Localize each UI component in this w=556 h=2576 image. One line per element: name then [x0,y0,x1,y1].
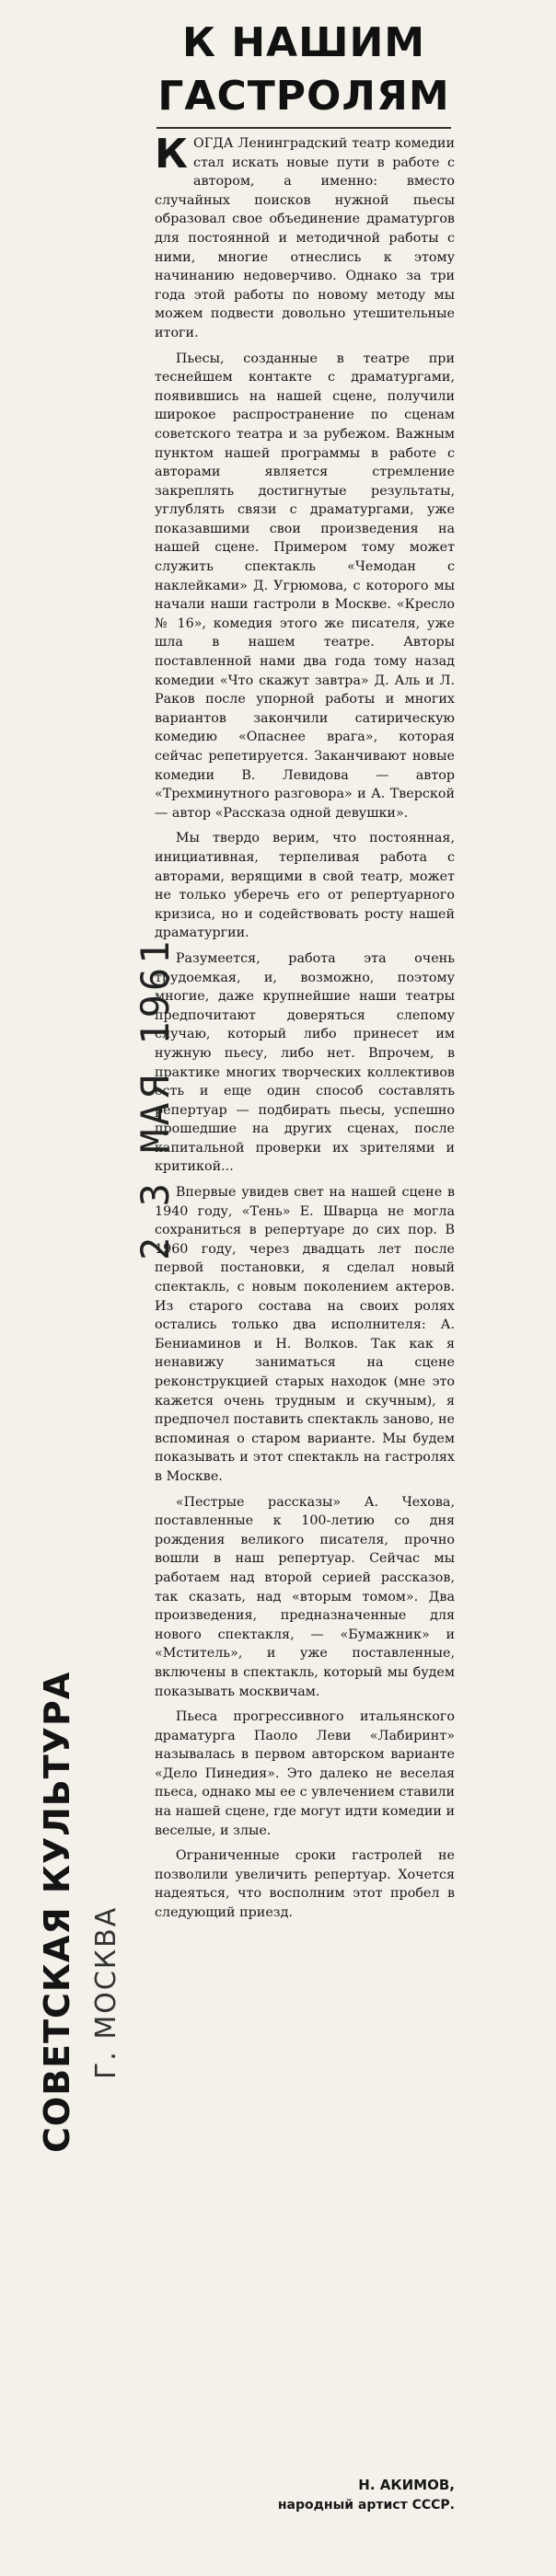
article-paragraph: Мы твердо верим, что постоянная, инициативная, терпеливая работа с авторами, верящими в свой театр, может не только уберечь его от репертуарного кризиса, но и содействовать росту нашей драматургии. [155,831,455,941]
headline-line-1: К НАШИМ [181,19,426,66]
dropcap: К [155,131,188,178]
author-signature [184,2475,455,2515]
article-body [155,131,455,1929]
headline [129,17,479,123]
headline-rule [156,127,451,129]
article-paragraph: Ограниченные сроки гастролей не позволили увеличить репертуар. Хочется надеяться, что восполним этот пробел в следующий приезд. [155,1848,455,1921]
stamp-newspaper-title: СОВЕТСКАЯ КУЛЬТУРА [37,1671,77,2153]
newspaper-stamp [37,1582,175,2153]
author-name: Н. АКИМОВ, [358,2477,455,2493]
headline-line-2: ГАСТРОЛЯМ [157,73,450,120]
article-paragraph: Пьеса прогрессивного итальянского драматурга Паоло Леви «Лабиринт» называлась в первом авторском варианте «Дело Пинедия». Это далеко не веселая пьеса, однако мы ее с увлечением ставили на нашей сцене, где могут идти комедии и веселые, и злые. [155,1709,455,1838]
article-paragraph: КОГДА Ленинградский театр комедии стал искать новые пути в работе с автором, а именно: вместо случайных поисков нужной пьесы образовал свое объединение драматургов для постоянной и методичной работы с ними, многие отнеслись к этому начинанию недоверчиво. Однако за три года этой работы по новому методу мы можем подвести довольно утешительные итоги. [155,131,455,340]
article-paragraph: Пьесы, созданные в театре при теснейшем контакте с драматургами, появившись на нашей сцене, получили широкое распространение по сценам советского театра и за рубежом. Важным пунктом нашей программы в работе с авторами является стремление закреплять достигнутые результаты, углублять связи с драматургами, уже показавшими свои произведения на нашей сцене. Примером тому может служить спектакль «Чемодан с наклейками» Д. Угрюмова, с которого мы начали наши гастроли в Москве. «Кресло № 16», комедия этого же писателя, уже шла в нашем театре. Авторы поставленной нами два года тому назад комедии «Что скажут завтра» Д. Аль и Л. Раков после упорной работы и многих вариантов закончили сатирическую комедию «Опаснее врага», которая сейчас репетируется. Заканчивают новые комедии В. Левидова — автор «Трехминутного разговора» и А. Тверской — автор «Рассказа одной девушки». [155,351,455,821]
article-paragraph: Разумеется, работа эта очень трудоемкая, и, возможно, поэтому многие, даже крупнейшие наши театры предпочитают доверяться слепому случаю, который либо принесет им нужную пьесу, либо нет. Впрочем, в практике многих творческих коллективов есть и еще один способ составлять репертуар — подбирать пьесы, успешно прошедшие на других сценах, после капитальной проверки их зрителями и критикой... [155,950,455,1175]
stamp-date: 2 3 МАЯ 1961 [133,937,178,1260]
stamp-city: Г. МОСКВА [90,1905,122,2079]
article-paragraph: Впервые увидев свет на нашей сцене в 1940 году, «Тень» Е. Шварца не могла сохраниться в репертуаре до сих пор. В 1960 году, через двадцать лет после первой постановки, я сделал новый спектакль, с новым поколением актеров. Из старого состава на своих ролях остались только два исполнителя: А. Бениаминов и Н. Волков. Так как я ненавижу заниматься на сцене реконструкцией старых находок (мне это кажется очень трудным и скучным), я предпочел поставить спектакль заново, не вспоминая о старом варианте. Мы будем показывать и этот спектакль на гастролях в Москве. [155,1185,455,1484]
article-paragraph: «Пестрые рассказы» А. Чехова, поставленные к 100-летию со дня рождения великого писателя, прочно вошли в наш репертуар. Сейчас мы работаем над второй серией рассказов, так сказать, над «вторым томом». Два произведения, предназначенные для нового спектакля, — «Бумажник» и «Мститель», и уже поставленные, включены в спектакль, который мы будем показывать москвичам. [155,1494,455,1699]
author-title: народный артист СССР. [277,2498,455,2513]
